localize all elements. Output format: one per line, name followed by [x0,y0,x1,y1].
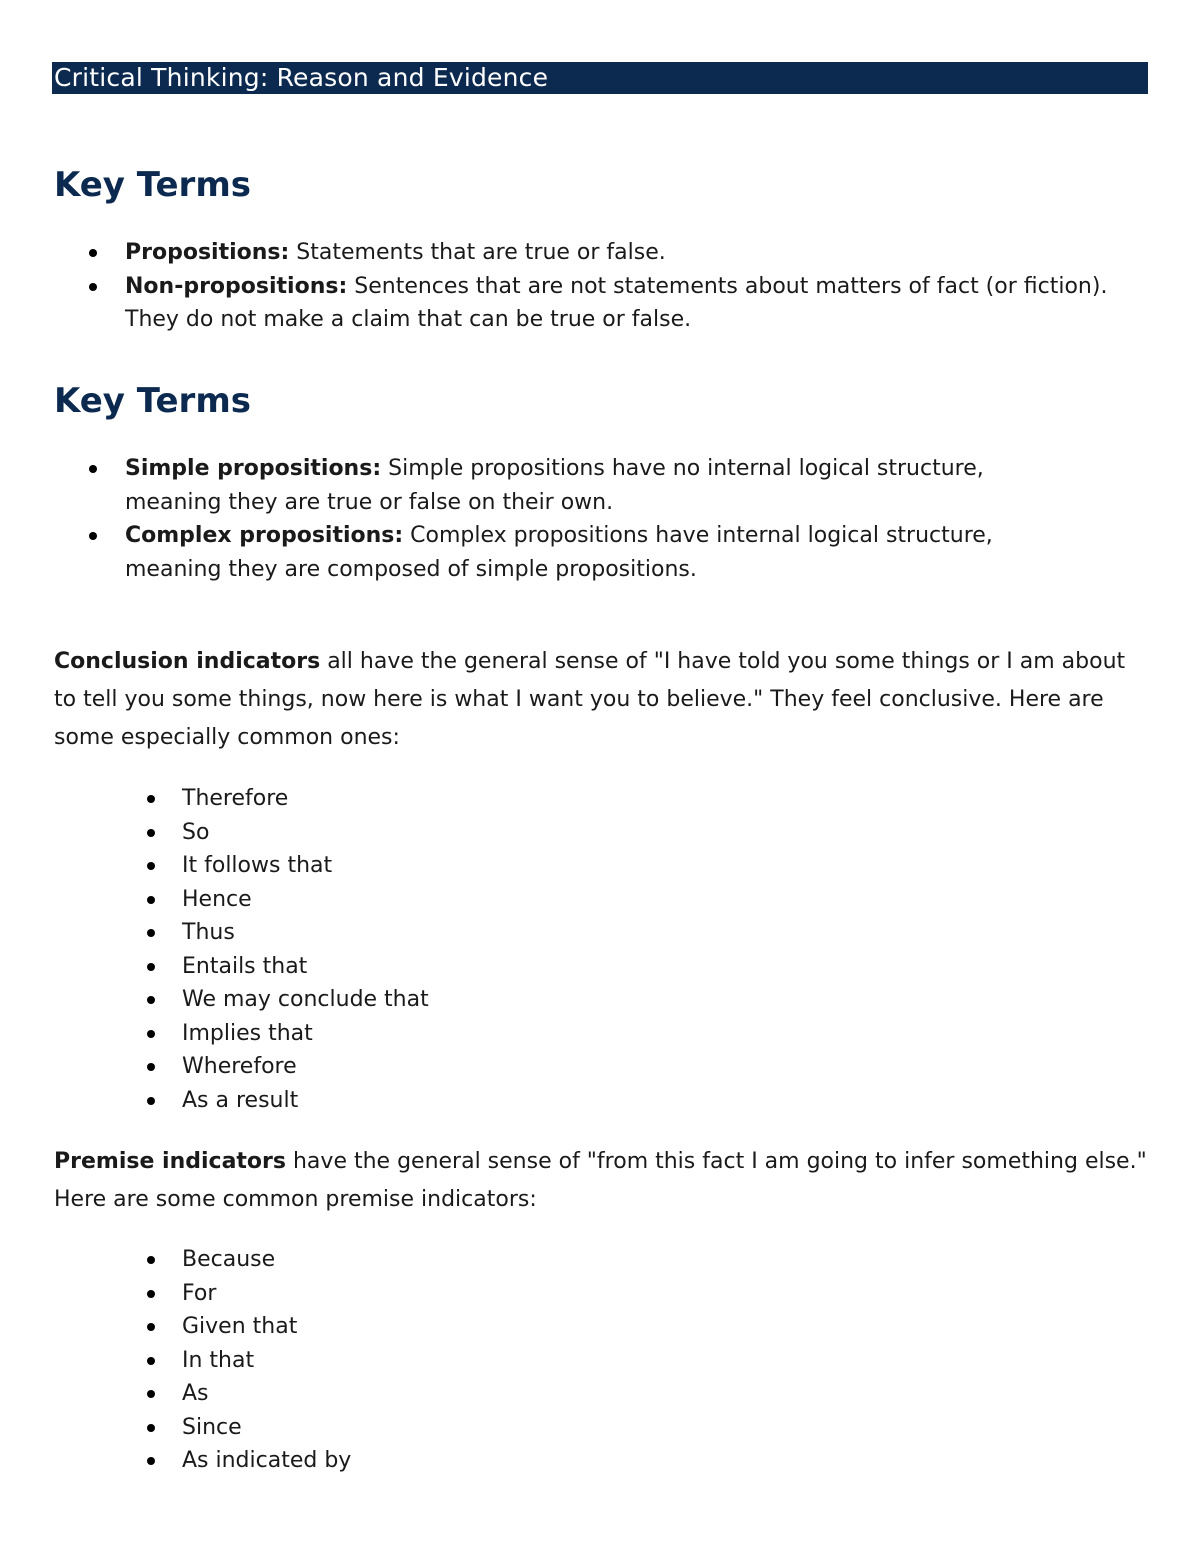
list-item: Hence [182,883,782,917]
conclusion-indicators-paragraph [54,643,1154,757]
premise-indicators-paragraph [54,1143,1154,1219]
list-item [125,452,1085,519]
list-item: Therefore [182,782,782,816]
list-item: Implies that [182,1017,782,1051]
term-name: Complex propositions: [125,523,404,548]
term-definition: Simple propositions have no internal logical structure, meaning they are true or false on their own. [125,456,984,515]
list-item: Given that [182,1310,782,1344]
list-item: Thus [182,916,782,950]
term-name: Propositions: [125,240,290,265]
list-item: In that [182,1344,782,1378]
term-name: Non-propositions: [125,273,348,299]
list-item: Since [182,1411,782,1445]
term-name: Simple propositions: [125,456,382,481]
premise-indicators-list [182,1243,782,1478]
list-item: As indicated by [182,1444,782,1478]
section-heading-key-terms-2: Key Terms [54,381,251,421]
list-item: Because [182,1243,782,1277]
term-definition: Sentences that are not statements about matters of fact (or fiction). They do not make a claim that can be true or false. [125,273,1108,332]
list-item [125,236,1125,270]
key-terms-list-2 [125,452,1085,586]
key-terms-list-1 [125,236,1125,337]
list-item: We may conclude that [182,983,782,1017]
conclusion-indicators-list [182,782,782,1117]
section-heading-key-terms-1: Key Terms [54,165,251,205]
term-definition: Complex propositions have internal logical structure, meaning they are composed of simple propositions. [125,523,993,582]
list-item: Wherefore [182,1050,782,1084]
list-item [125,519,1085,586]
list-item: As [182,1377,782,1411]
document-title: Critical Thinking: Reason and Evidence [52,62,1148,94]
conclusion-indicators-lead: Conclusion indicators [54,649,321,674]
premise-indicators-text: have the general sense of "from this fact I am going to infer something else." Here are some common premise indicators: [54,1149,1147,1212]
list-item [125,270,1125,337]
list-item: For [182,1277,782,1311]
conclusion-indicators-text: all have the general sense of "I have told you some things or I am about to tell you some things, now here is what I want you to believe." They feel conclusive. Here are some especially common ones: [54,649,1126,750]
premise-indicators-lead: Premise indicators [54,1149,286,1174]
list-item: It follows that [182,849,782,883]
list-item: Entails that [182,950,782,984]
term-definition: Statements that are true or false. [289,240,666,265]
list-item: As a result [182,1084,782,1118]
list-item: So [182,816,782,850]
